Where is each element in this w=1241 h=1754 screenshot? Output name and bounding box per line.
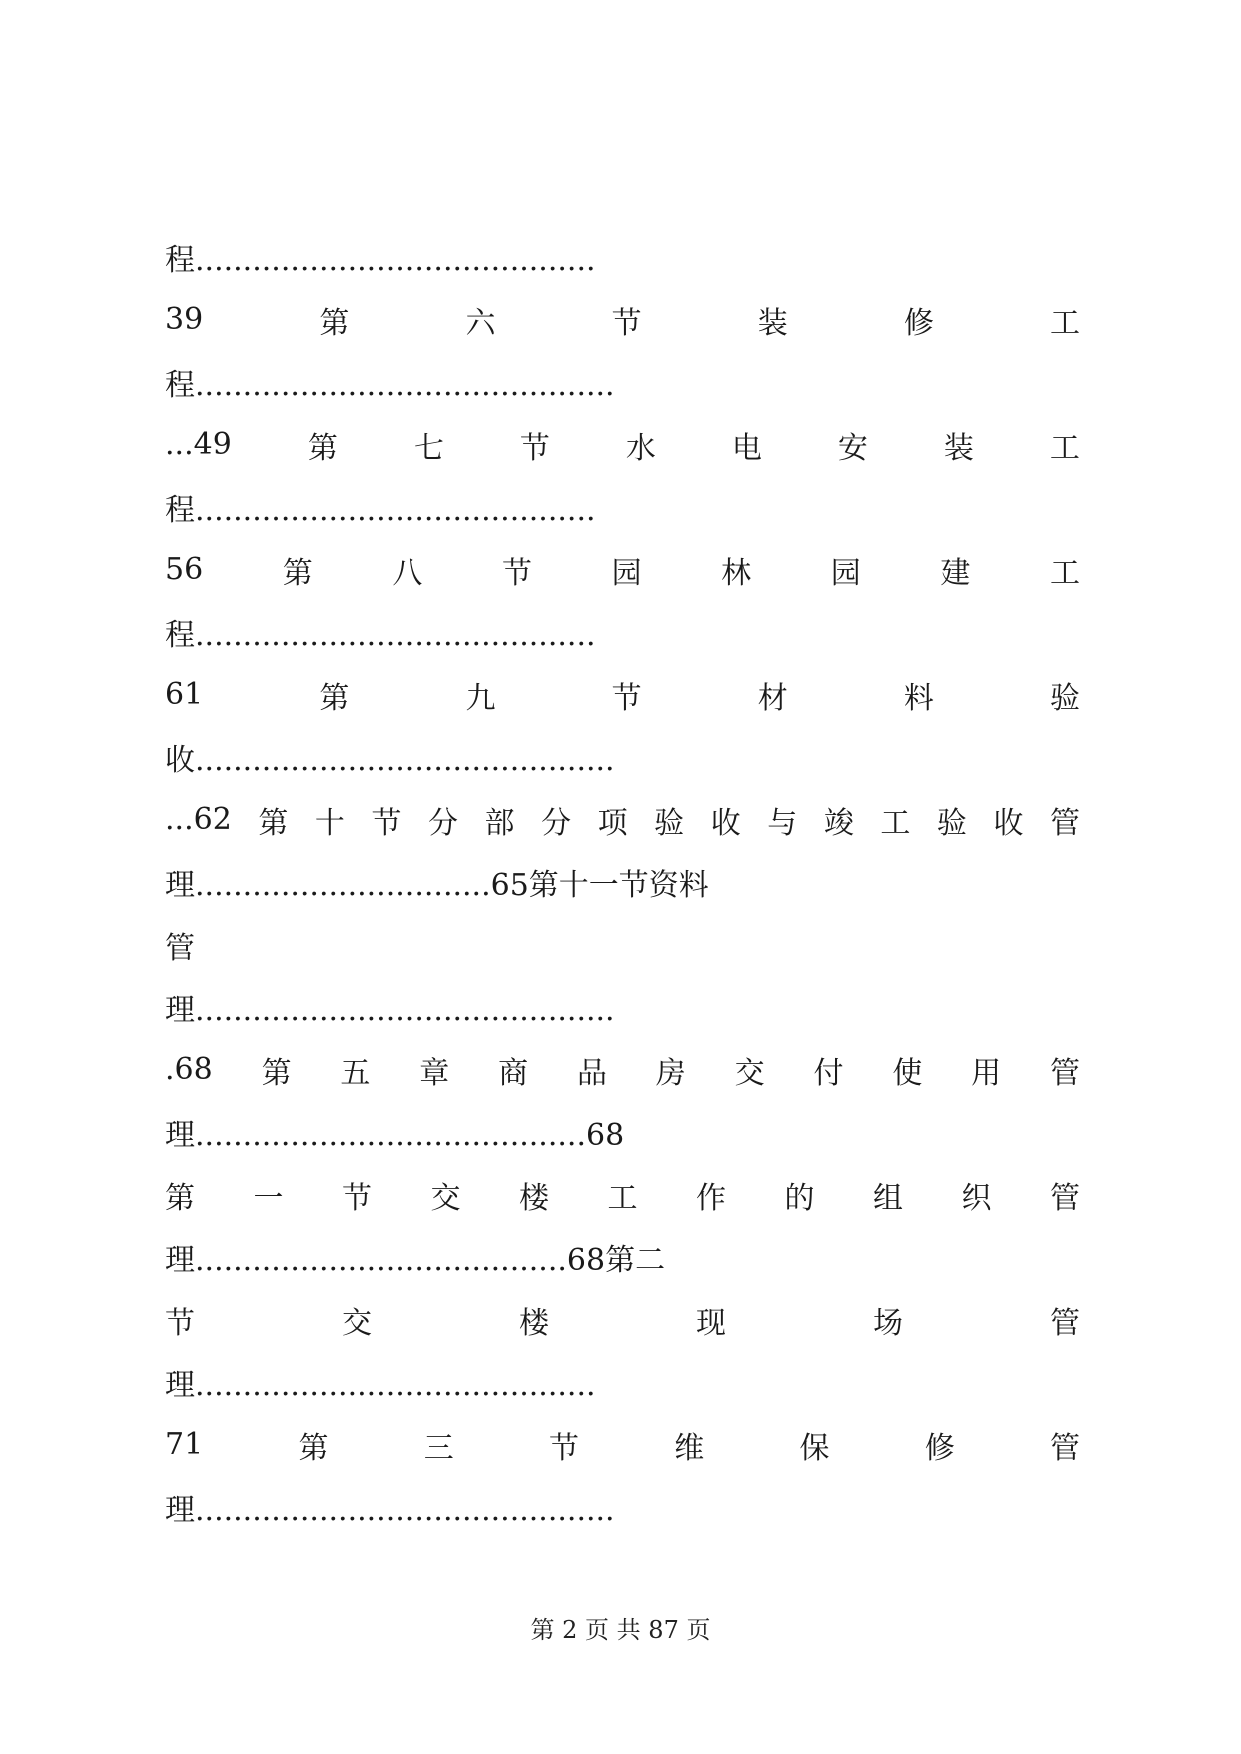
toc-text: 现 [696,1305,726,1341]
page-number-text: 第 2 页 共 87 页 [530,1616,711,1644]
toc-text: 的 [784,1180,815,1216]
toc-text: 第 [165,1180,195,1216]
toc-text: 五 [340,1055,371,1091]
toc-text: 品 [576,1055,607,1091]
toc-text: 第 [258,805,289,841]
toc-text: 装 [943,430,974,466]
toc-text: 装 [757,305,788,341]
toc-text: 管 [1050,805,1080,841]
toc-line [165,664,1080,727]
toc-text: 交 [342,1305,372,1341]
toc-text: 项 [597,805,628,841]
toc-text: 料 [903,680,934,716]
toc-text: 61 [165,677,204,713]
toc-text: 园 [611,555,642,591]
toc-text: 楼 [519,1180,549,1216]
toc-line [165,351,1080,414]
toc-line [165,976,1080,1039]
toc-text: 理.........................................68 [165,1118,625,1154]
toc-text: 验 [1049,680,1080,716]
toc-text: 管 [1050,1055,1080,1091]
toc-text: 分 [541,805,572,841]
toc-text: 使 [892,1055,923,1091]
toc-text: 收 [993,805,1024,841]
toc-text: 管 [1050,1180,1080,1216]
toc-line [165,289,1080,352]
toc-text: .68 [165,1052,213,1088]
toc-text: 程.......................................... [165,493,596,529]
toc-text: 七 [413,430,444,466]
toc-text: 水 [625,430,656,466]
toc-text: 六 [465,305,496,341]
toc-text: 理............................................ [165,1493,615,1529]
toc-text: 林 [721,555,752,591]
toc-text: 收............................................ [165,743,615,779]
toc-line [165,851,1080,914]
toc-text: 节 [501,555,532,591]
toc-line [165,539,1080,602]
toc-text: 验 [936,805,967,841]
toc-text: 交 [430,1180,461,1216]
toc-text: 三 [423,1430,454,1466]
toc-text: 材 [757,680,788,716]
toc-text: 组 [873,1180,903,1216]
toc-text: 商 [498,1055,529,1091]
toc-text: 管 [1050,1305,1080,1341]
toc-text: 分 [427,805,458,841]
toc-text: 部 [484,805,515,841]
toc-text: 验 [654,805,685,841]
toc-text: 工 [1049,430,1080,466]
toc-content [165,226,1080,1539]
toc-line [165,1039,1080,1102]
toc-text: 第 [282,555,313,591]
toc-text: 节 [165,1305,195,1341]
toc-line [165,789,1080,852]
toc-text: 园 [830,555,861,591]
toc-text: ...62 [165,802,232,838]
toc-text: 71 [165,1427,204,1463]
toc-text: 管 [1049,1430,1080,1466]
toc-text: 节 [611,680,642,716]
toc-text: 一 [253,1180,284,1216]
toc-text: 交 [734,1055,765,1091]
toc-text: 章 [419,1055,450,1091]
toc-text: 用 [971,1055,1002,1091]
page-footer [0,1610,1241,1645]
toc-line [165,1476,1080,1539]
toc-text: 维 [674,1430,705,1466]
toc-text: 56 [165,552,204,588]
toc-text: 工 [607,1180,638,1216]
toc-line [165,476,1080,539]
toc-text: 织 [961,1180,992,1216]
toc-text: 第 [261,1055,292,1091]
toc-text: 39 [165,302,204,338]
toc-text: 理.......................................... [165,1368,596,1404]
toc-line [165,914,1080,977]
toc-text: 程.......................................... [165,243,596,279]
toc-line [165,1289,1080,1352]
toc-text: 第 [319,680,350,716]
toc-text: 节 [548,1430,579,1466]
toc-text: 第 [307,430,338,466]
toc-text: 节 [611,305,642,341]
toc-text: 理...............................65第十一节资料 [165,868,709,904]
toc-line [165,1414,1080,1477]
toc-text: 建 [940,555,971,591]
toc-text: 竣 [823,805,854,841]
toc-text: 电 [731,430,762,466]
toc-line [165,726,1080,789]
toc-text: 程.......................................... [165,618,596,654]
toc-text: 工 [1049,305,1080,341]
toc-line [165,414,1080,477]
toc-text: 节 [342,1180,372,1216]
toc-text: 工 [880,805,911,841]
toc-text: 修 [903,305,934,341]
toc-text: 作 [696,1180,726,1216]
toc-line [165,1164,1080,1227]
toc-text: 八 [392,555,423,591]
toc-text: 付 [813,1055,844,1091]
toc-text: 节 [519,430,550,466]
toc-text: 理.......................................68第二 [165,1243,666,1279]
toc-text: 十 [314,805,345,841]
toc-text: 与 [767,805,798,841]
toc-line [165,1101,1080,1164]
toc-text: 修 [924,1430,955,1466]
toc-text: ...49 [165,427,232,463]
toc-text: 管 [165,930,195,966]
toc-line [165,1351,1080,1414]
toc-text: 第 [319,305,350,341]
toc-text: 安 [837,430,868,466]
toc-text: 九 [465,680,496,716]
toc-text: 程............................................ [165,368,615,404]
toc-text: 房 [655,1055,686,1091]
toc-text: 楼 [519,1305,549,1341]
toc-text: 第 [298,1430,329,1466]
toc-text: 工 [1049,555,1080,591]
toc-text: 场 [873,1305,903,1341]
toc-text: 保 [799,1430,830,1466]
toc-text: 节 [371,805,402,841]
toc-line [165,601,1080,664]
toc-text: 理............................................ [165,993,615,1029]
toc-text: 收 [710,805,741,841]
toc-line [165,226,1080,289]
toc-line [165,1226,1080,1289]
